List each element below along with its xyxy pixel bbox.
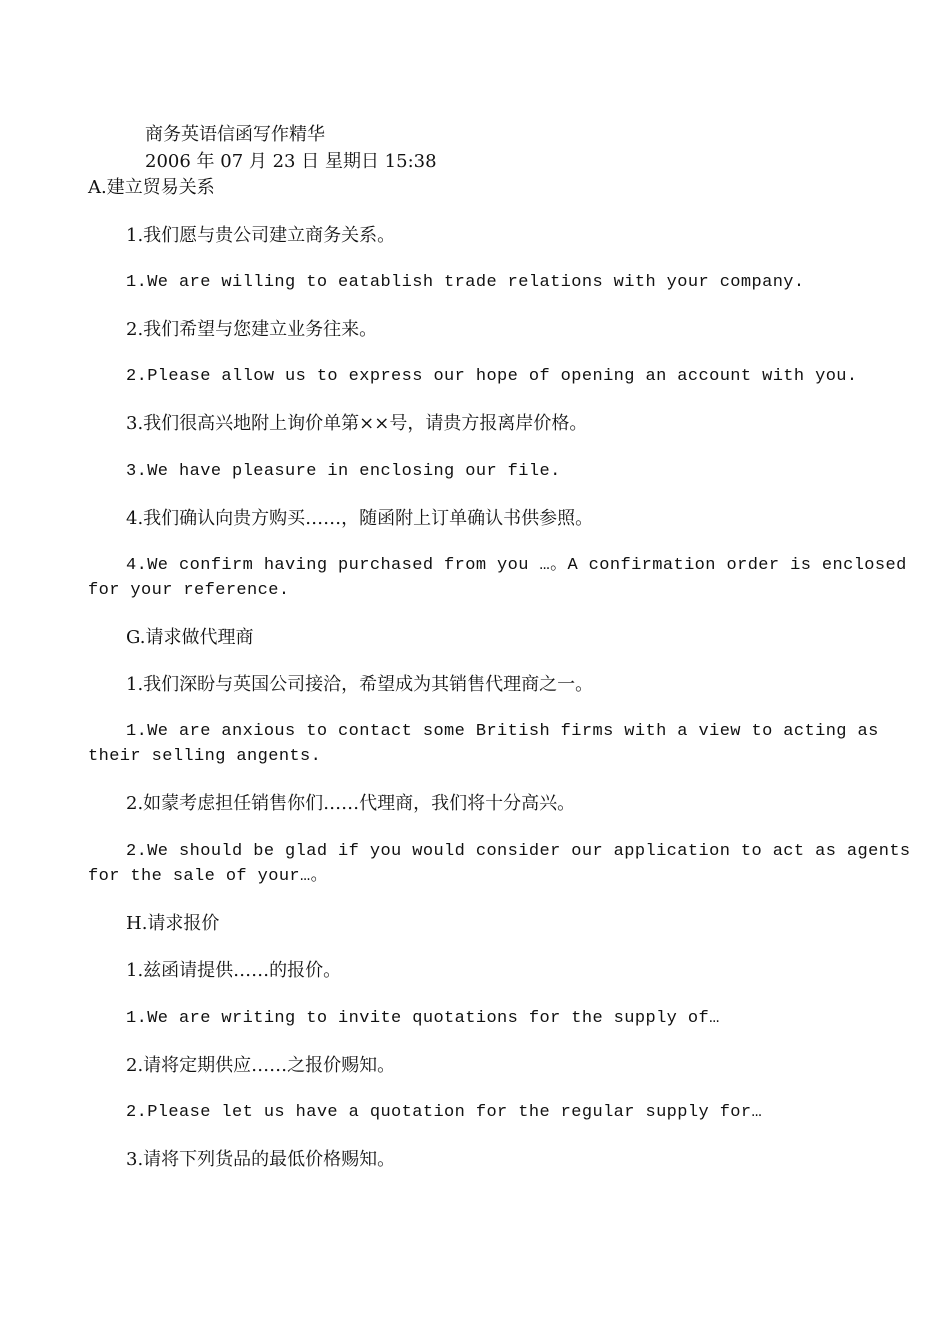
paragraph: 1.We are anxious to contact some British firms with a view to acting as [126, 722, 879, 741]
paragraph: 3.We have pleasure in enclosing our file. [126, 462, 561, 481]
paragraph: 2.We should be glad if you would consider our application to act as agents [126, 842, 911, 861]
section-heading-h: H.请求报价 [126, 913, 220, 934]
paragraph: 3.我们很高兴地附上询价单第××号，请贵方报离岸价格。 [126, 413, 588, 434]
paragraph: 1.我们愿与贵公司建立商务关系。 [126, 225, 396, 246]
section-heading-g: G.请求做代理商 [126, 627, 254, 648]
paragraph: 4.We confirm having purchased from you …。A confirmation order is enclosed [126, 556, 907, 575]
paragraph-continuation: their selling angents. [88, 747, 322, 766]
paragraph: 1.We are writing to invite quotations for the supply of… [126, 1009, 720, 1028]
section-heading-a: A.建立贸易关系 [88, 177, 215, 198]
paragraph: 2.如蒙考虑担任销售你们……代理商，我们将十分高兴。 [126, 793, 576, 814]
paragraph-continuation: for the sale of your…。 [88, 867, 329, 886]
document-title: 商务英语信函写作精华 [145, 124, 325, 145]
paragraph: 3.请将下列货品的最低价格赐知。 [126, 1149, 396, 1170]
paragraph: 1.We are willing to eatablish trade relations with your company. [126, 273, 805, 292]
paragraph-continuation: for your reference. [88, 581, 290, 600]
paragraph: 1.我们深盼与英国公司接洽，希望成为其销售代理商之一。 [126, 674, 594, 695]
paragraph: 4.我们确认向贵方购买……，随函附上订单确认书供参照。 [126, 508, 594, 529]
paragraph: 2.Please allow us to express our hope of opening an account with you. [126, 367, 858, 386]
paragraph: 2.请将定期供应……之报价赐知。 [126, 1055, 396, 1076]
paragraph: 1.兹函请提供……的报价。 [126, 960, 342, 981]
document-datetime: 2006 年 07 月 23 日 星期日 15:38 [145, 151, 437, 172]
paragraph: 2.Please let us have a quotation for the regular supply for… [126, 1103, 763, 1122]
paragraph: 2.我们希望与您建立业务往来。 [126, 319, 378, 340]
